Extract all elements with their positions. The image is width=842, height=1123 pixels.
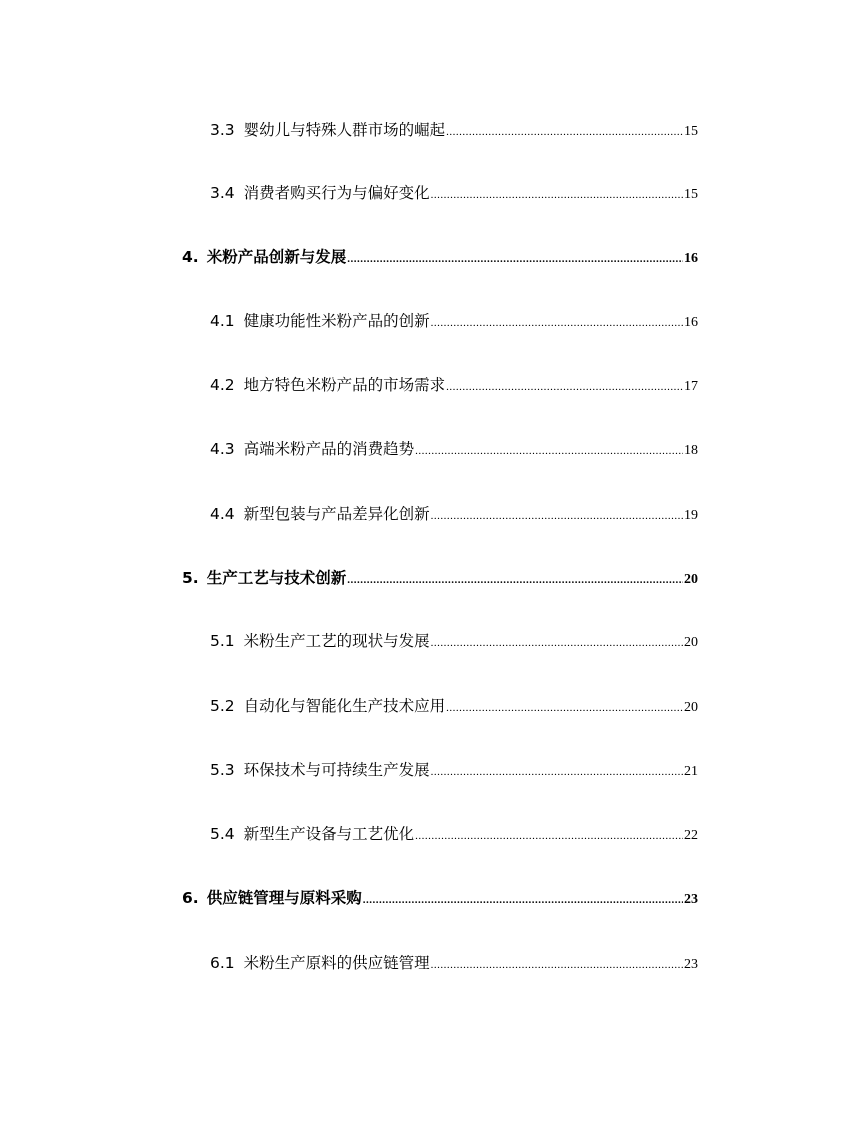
toc-entry-number: 4.3 (210, 440, 235, 458)
toc-entry-number: 5.1 (210, 632, 235, 650)
toc-entry-page: 16 (684, 315, 698, 330)
toc-entry-4-3[interactable] (210, 439, 698, 461)
dot-leader (431, 762, 683, 782)
toc-entry-4-1[interactable] (210, 311, 698, 333)
dot-leader (446, 698, 683, 718)
toc-entry-page: 23 (684, 957, 698, 972)
dot-leader (431, 185, 683, 205)
toc-entry-5-4[interactable] (210, 824, 698, 846)
dot-leader (431, 633, 683, 653)
toc-entry-title: 消费者购买行为与偏好变化 (243, 184, 430, 202)
dot-leader (431, 506, 683, 526)
dot-leader (347, 249, 683, 269)
toc-entry-5-3[interactable] (210, 760, 698, 782)
toc-entry-title: 供应链管理与原料采购 (206, 889, 362, 907)
toc-entry-title: 健康功能性米粉产品的创新 (243, 312, 430, 330)
toc-entry-page: 18 (684, 443, 698, 458)
toc-entry-title: 高端米粉产品的消费趋势 (243, 440, 415, 458)
dot-leader (431, 313, 683, 333)
dot-leader (415, 441, 683, 461)
toc-entry-5-1[interactable] (210, 631, 698, 653)
toc-entry-3-3[interactable] (210, 120, 698, 142)
toc-entry-title: 新型包装与产品差异化创新 (243, 505, 430, 523)
toc-entry-page: 20 (684, 700, 698, 715)
toc-entry-title: 米粉生产原料的供应链管理 (243, 954, 430, 972)
toc-entry-number: 4.1 (210, 312, 235, 330)
toc-entry-title: 环保技术与可持续生产发展 (243, 761, 430, 779)
toc-entry-number: 5.4 (210, 825, 235, 843)
toc-entry-number: 6. (182, 889, 199, 907)
toc-entry-page: 15 (684, 124, 698, 139)
toc-entry-title: 米粉产品创新与发展 (206, 248, 347, 266)
toc-entry-page: 20 (684, 572, 698, 587)
toc-entry-number: 3.3 (210, 121, 235, 139)
toc-entry-page: 17 (684, 379, 698, 394)
toc-entry-number: 6.1 (210, 954, 235, 972)
dot-leader (446, 122, 683, 142)
toc-entry-title: 米粉生产工艺的现状与发展 (243, 632, 430, 650)
toc-entry-page: 22 (684, 828, 698, 843)
toc-entry-title: 自动化与智能化生产技术应用 (243, 697, 446, 715)
toc-entry-number: 4.4 (210, 505, 235, 523)
toc-entry-6[interactable] (182, 888, 698, 910)
toc-entry-number: 5. (182, 569, 199, 587)
dot-leader (446, 377, 683, 397)
toc-entry-title: 地方特色米粉产品的市场需求 (243, 376, 446, 394)
dot-leader (363, 890, 683, 910)
toc-entry-title: 新型生产设备与工艺优化 (243, 825, 415, 843)
toc-entry-number: 5.2 (210, 697, 235, 715)
toc-entry-page: 20 (684, 635, 698, 650)
toc-entry-title: 婴幼儿与特殊人群市场的崛起 (243, 121, 446, 139)
toc-entry-number: 4.2 (210, 376, 235, 394)
toc-entry-number: 4. (182, 248, 199, 266)
dot-leader (431, 955, 683, 975)
toc-entry-number: 3.4 (210, 184, 235, 202)
toc-entry-page: 15 (684, 187, 698, 202)
toc-entry-title: 生产工艺与技术创新 (206, 569, 347, 587)
dot-leader (347, 570, 683, 590)
toc-entry-4-4[interactable] (210, 504, 698, 526)
toc-entry-4[interactable] (182, 247, 698, 269)
toc-entry-5-2[interactable] (210, 696, 698, 718)
toc-entry-5[interactable] (182, 568, 698, 590)
dot-leader (415, 826, 683, 846)
toc-entry-page: 21 (684, 764, 698, 779)
toc-entry-4-2[interactable] (210, 375, 698, 397)
toc-entry-number: 5.3 (210, 761, 235, 779)
toc-entry-3-4[interactable] (210, 183, 698, 205)
toc-entry-6-1[interactable] (210, 953, 698, 975)
toc-entry-page: 16 (684, 251, 698, 266)
toc-entry-page: 19 (684, 508, 698, 523)
toc-entry-page: 23 (684, 892, 698, 907)
